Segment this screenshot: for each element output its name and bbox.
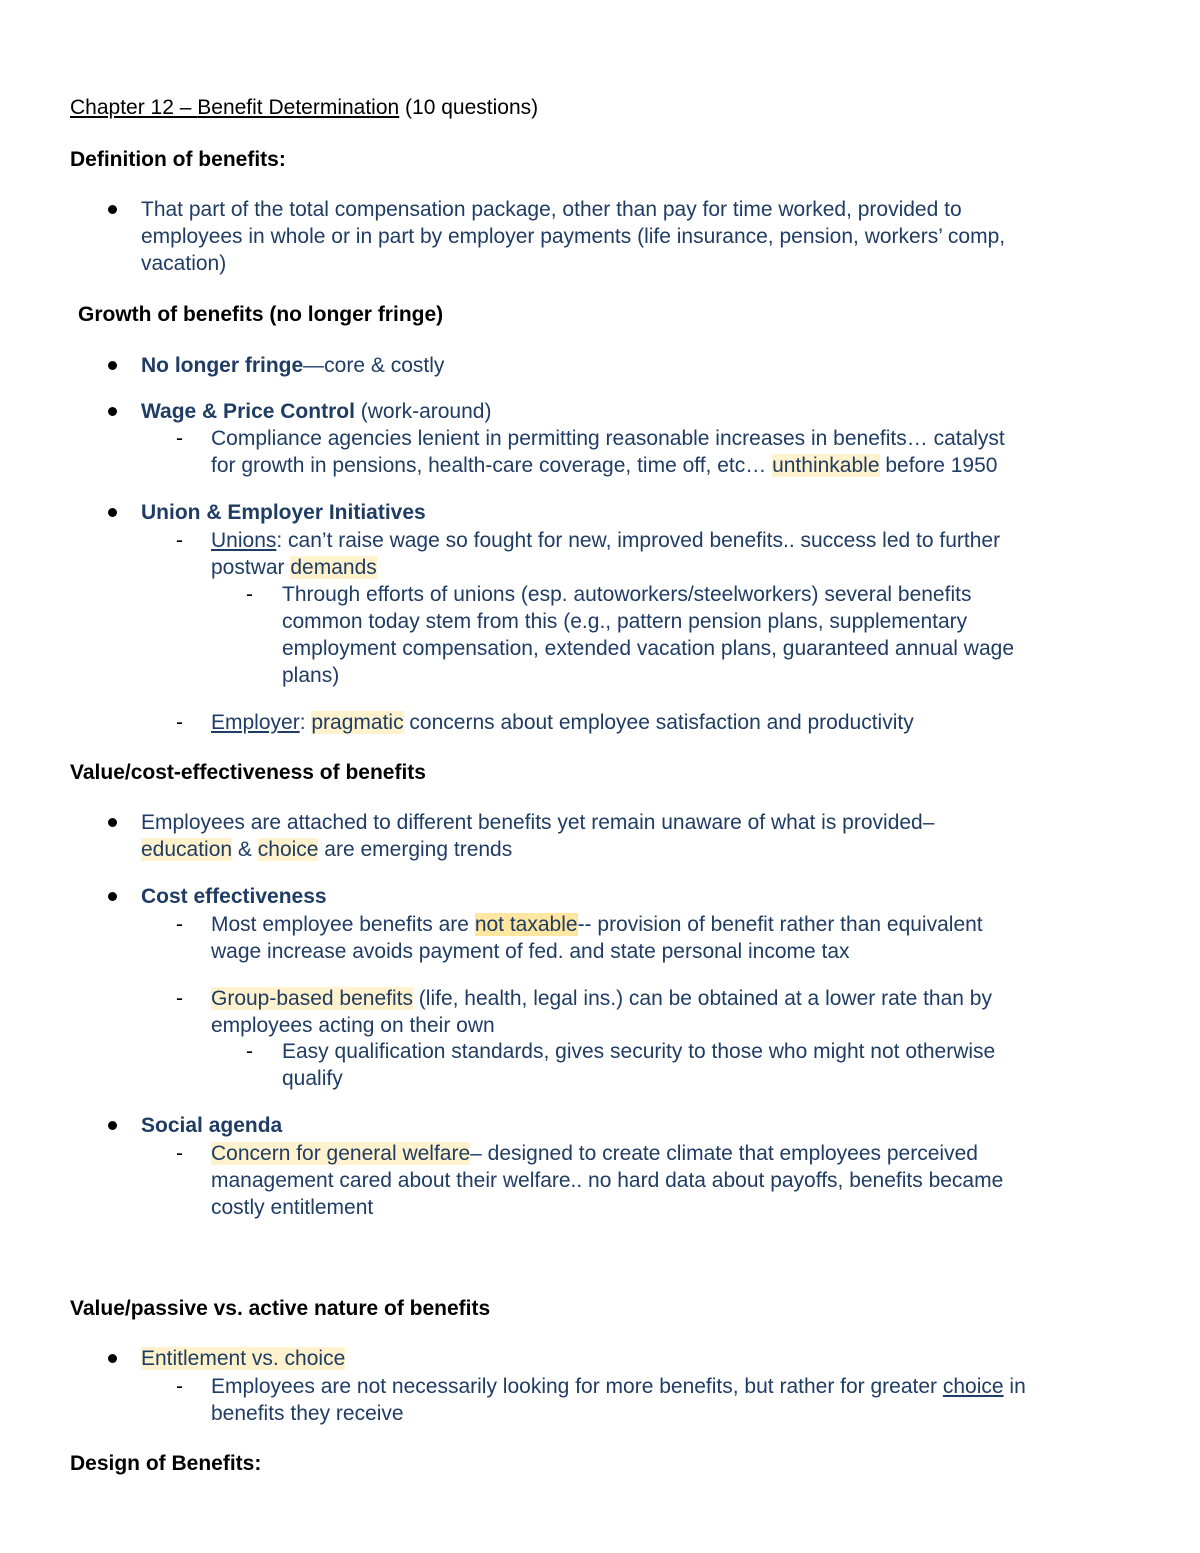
entitlement-item (141, 1345, 345, 1372)
concern-line-3: costly entitlement (211, 1196, 374, 1219)
attached-line-1: Employees are attached to different benefits yet remain unaware of what is provided– (141, 811, 935, 834)
tax-line-2: wage increase avoids payment of fed. and state personal income tax (211, 940, 850, 963)
wage-bold: Wage & Price Control (141, 400, 355, 423)
attached-rest: are emerging trends (318, 838, 513, 861)
passive-heading: Value/passive vs. active nature of benefits (70, 1297, 491, 1320)
title-chapter: Chapter 12 (70, 96, 174, 119)
dash-marker: - (176, 427, 183, 450)
bullet-marker (108, 508, 117, 517)
unions-label: Unions (211, 529, 277, 552)
growth-heading: Growth of benefits (no longer fringe) (78, 303, 444, 326)
unions-line-2 (211, 554, 377, 581)
dash-marker: - (176, 1142, 183, 1165)
bullet-marker (108, 1121, 117, 1130)
tax-rest: -- provision of benefit rather than equivalent (577, 913, 983, 936)
easy-line-2: qualify (282, 1067, 343, 1090)
employees-line-1-pre: Employees are not necessarily looking for more benefits, but rather for greater (211, 1375, 943, 1398)
definition-line-2: employees in whole or in part by employer payments (life insurance, pension, workers’ comp, (141, 225, 1006, 248)
concern-rest: – designed to create climate that employees perceived (470, 1142, 978, 1165)
highlight-entitlement: Entitlement vs. choice (141, 1347, 346, 1370)
concern-line-2: management cared about their welfare.. no hard data about payoffs, benefits became (211, 1169, 1004, 1192)
wage-item (141, 398, 491, 425)
cost-effectiveness-heading: Cost effectiveness (141, 885, 327, 908)
through-line-4: plans) (282, 664, 340, 687)
bullet-marker (108, 361, 117, 370)
dash-marker: - (176, 987, 183, 1010)
fringe-bold: No longer fringe (141, 354, 304, 377)
dash-marker: - (246, 583, 253, 606)
bullet-marker (108, 407, 117, 416)
bullet-marker (108, 1354, 117, 1363)
wage-sub-line-2-post: before 1950 (879, 454, 998, 477)
dash-marker: - (176, 1375, 183, 1398)
employer-label: Employer (211, 711, 300, 734)
dash-marker: - (246, 1040, 253, 1063)
bullet-marker (108, 205, 117, 214)
definition-line-3: vacation) (141, 252, 227, 275)
attached-amp: & (232, 838, 258, 861)
employer-line (211, 709, 914, 736)
tax-line-1 (211, 911, 983, 938)
highlight-choice: choice (257, 838, 319, 861)
employer-colon: : (299, 711, 312, 734)
highlight-group-based: Group-based benefits (211, 987, 413, 1010)
employees-line-2: benefits they receive (211, 1402, 404, 1425)
highlight-general-welfare: Concern for general welfare (211, 1142, 471, 1165)
dash-marker: - (176, 529, 183, 552)
union-heading: Union & Employer Initiatives (141, 501, 426, 524)
fringe-item (141, 352, 444, 379)
through-line-2: common today stem from this (e.g., pattern pension plans, supplementary (282, 610, 968, 633)
highlight-pragmatic: pragmatic (311, 711, 404, 734)
highlight-unthinkable: unthinkable (772, 454, 880, 477)
value-cost-heading: Value/cost-effectiveness of benefits (70, 761, 426, 784)
unions-rest: : can’t raise wage so fought for new, improved benefits.. success led to further (276, 529, 1001, 552)
employees-line-1 (211, 1373, 1026, 1400)
attached-line-2 (141, 836, 512, 863)
bullet-marker (108, 818, 117, 827)
wage-sub-line-1: Compliance agencies lenient in permitting reasonable increases in benefits… catalyst (211, 427, 1005, 450)
title-topic: Benefit Determination (197, 96, 400, 119)
definition-line-1: That part of the total compensation package, other than pay for time worked, provided to (141, 198, 962, 221)
social-agenda-heading: Social agenda (141, 1114, 283, 1137)
highlight-education: education (141, 838, 233, 861)
wage-rest: (work-around) (354, 400, 492, 423)
tax-pre: Most employee benefits are (211, 913, 475, 936)
wage-sub-line-2-pre: for growth in pensions, health-care coverage, time off, etc… (211, 454, 773, 477)
bullet-marker (108, 892, 117, 901)
title-questions: (10 questions) (399, 96, 539, 119)
unions-line-1 (211, 527, 1000, 554)
choice-underlined: choice (942, 1375, 1004, 1398)
group-line-2: employees acting on their own (211, 1014, 495, 1037)
concern-line-1 (211, 1140, 978, 1167)
design-heading: Design of Benefits: (70, 1452, 262, 1475)
group-rest: (life, health, legal ins.) can be obtained at a lower rate than by (412, 987, 992, 1010)
easy-line-1: Easy qualification standards, gives security to those who might not otherwise (282, 1040, 996, 1063)
definition-heading: Definition of benefits: (70, 148, 286, 171)
through-line-3: employment compensation, extended vacation plans, guaranteed annual wage (282, 637, 1014, 660)
through-line-1: Through efforts of unions (esp. autoworkers/steelworkers) several benefits (282, 583, 972, 606)
highlight-not-taxable: not taxable (474, 913, 578, 936)
dash-marker: - (176, 913, 183, 936)
employees-line-1-post: in (1003, 1375, 1026, 1398)
unions-line-2-pre: postwar (211, 556, 291, 579)
title-sep: – (173, 96, 198, 119)
page-title (70, 94, 538, 121)
highlight-demands: demands (290, 556, 377, 579)
group-line-1 (211, 985, 992, 1012)
employer-rest: concerns about employee satisfaction and productivity (403, 711, 914, 734)
wage-sub-line-2 (211, 452, 997, 479)
fringe-rest: —core & costly (303, 354, 445, 377)
dash-marker: - (176, 711, 183, 734)
